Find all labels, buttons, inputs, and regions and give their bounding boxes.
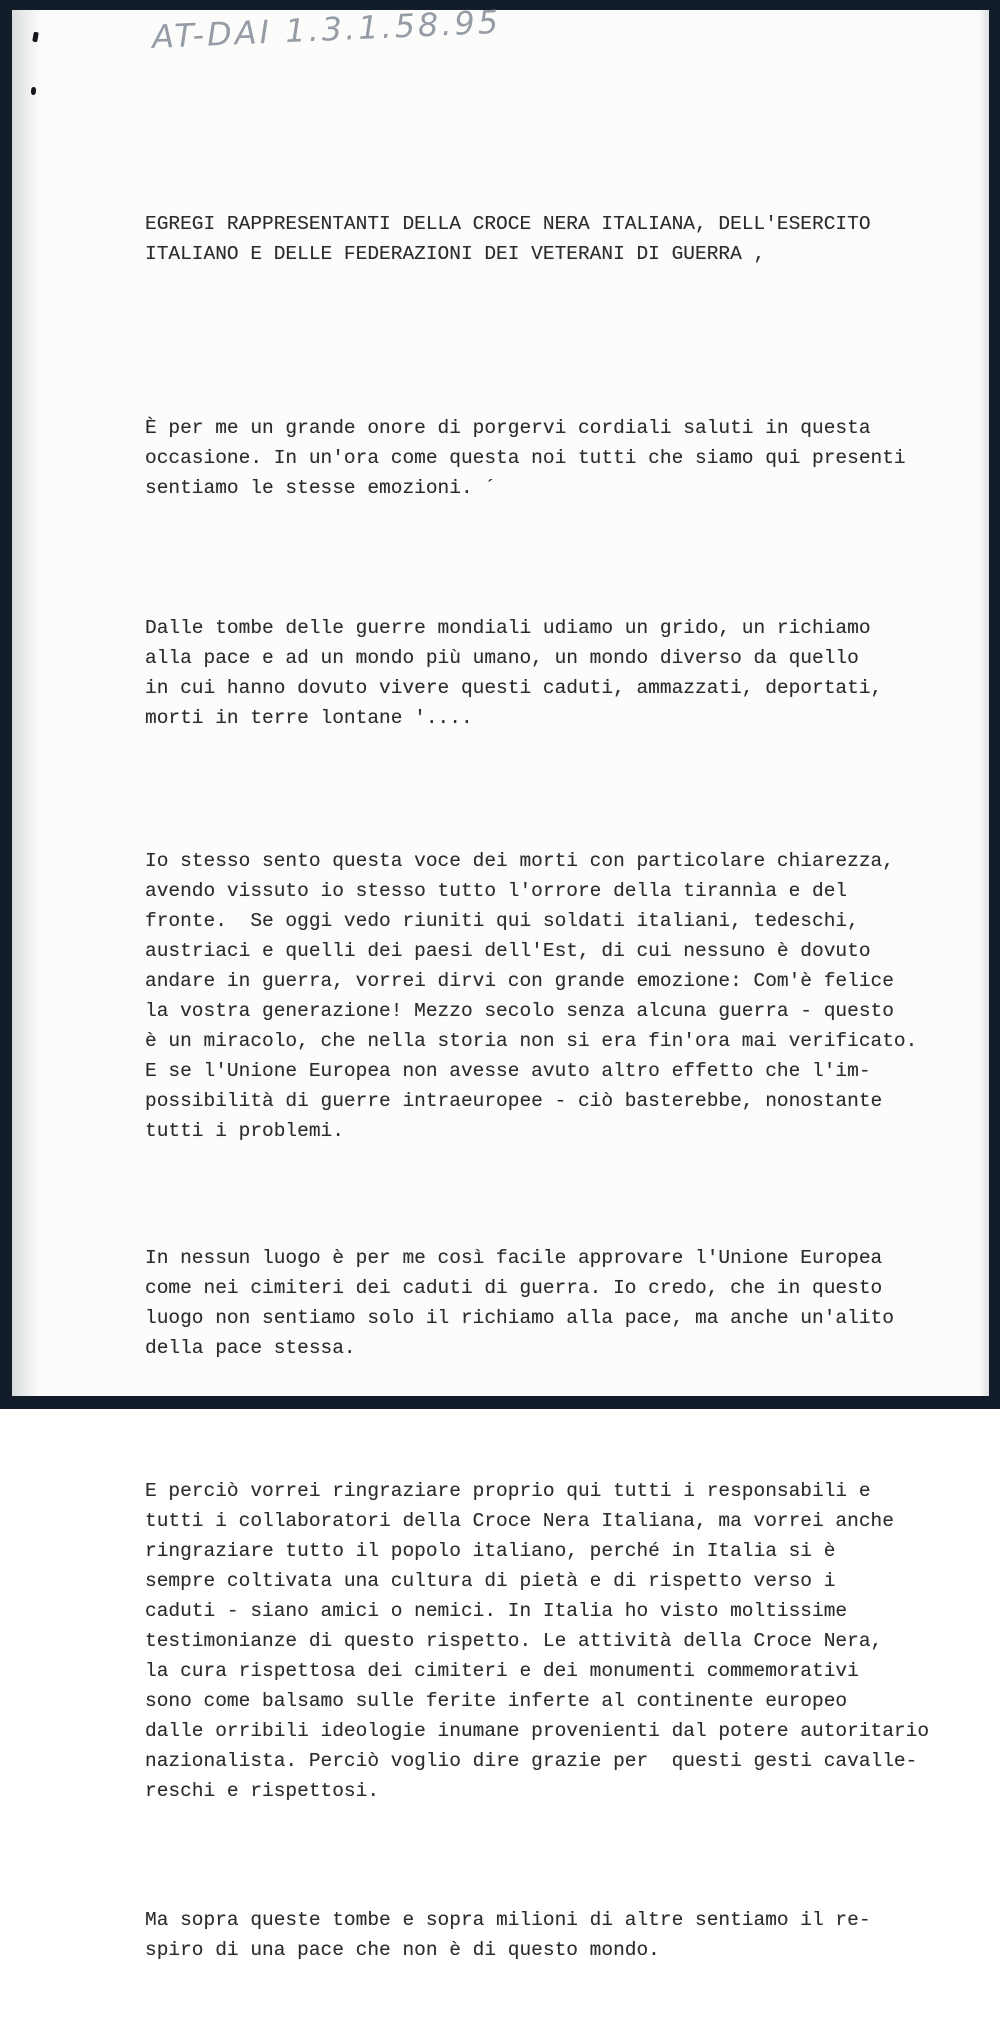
paragraph-european-union: [145, 1243, 965, 1363]
paragraph-voice-of-dead: [145, 846, 965, 1146]
text-line: la cura rispettosa dei cimiteri e dei monumenti commemorativi: [145, 1660, 859, 1682]
text-line: tutti i collaboratori della Croce Nera Italiana, ma vorrei anche: [145, 1510, 894, 1532]
text-line: alla pace e ad un mondo più umano, un mondo diverso da quello: [145, 647, 859, 669]
text-line: andare in guerra, vorrei dirvi con grande emozione: Com'è felice: [145, 970, 894, 992]
text-line: la vostra generazione! Mezzo secolo senza alcuna guerra - questo: [145, 1000, 894, 1022]
text-line: Ma sopra queste tombe e sopra milioni di altre sentiamo il re-: [145, 1909, 871, 1931]
text-line: in cui hanno dovuto vivere questi caduti, ammazzati, deportati,: [145, 677, 883, 699]
text-line: Dalle tombe delle guerre mondiali udiamo un grido, un richiamo: [145, 617, 871, 639]
text-line: austriaci e quelli dei paesi dell'Est, di cui nessuno è dovuto: [145, 940, 871, 962]
text-line: E perciò vorrei ringraziare proprio qui tutti i responsabili e: [145, 1480, 871, 1502]
text-line: reschi e rispettosi.: [145, 1780, 380, 1802]
text-line: testimonianze di questo rispetto. Le attività della Croce Nera,: [145, 1630, 883, 1652]
paragraph-closing-peace: [145, 1905, 965, 1965]
text-line: sono come balsamo sulle ferite inferte al continente europeo: [145, 1690, 848, 1712]
text-line: possibilità di guerre intraeuropee - ciò basterebbe, nonostante: [145, 1090, 883, 1112]
text-line: fronte. Se oggi vedo riuniti qui soldati italiani, tedeschi,: [145, 910, 859, 932]
text-line: spiro di una pace che non è di questo mondo.: [145, 1939, 660, 1961]
text-line: luogo non sentiamo solo il richiamo alla pace, ma anche un'alito: [145, 1307, 894, 1329]
text-line: E se l'Unione Europea non avesse avuto altro effetto che l'im-: [145, 1060, 871, 1082]
text-line: Io stesso sento questa voce dei morti con particolare chiarezza,: [145, 850, 894, 872]
text-line: occasione. In un'ora come questa noi tutti che siamo qui presenti: [145, 447, 906, 469]
document-page: [12, 2, 989, 1961]
text-line: tutti i problemi.: [145, 1120, 344, 1142]
text-line: EGREGI RAPPRESENTANTI DELLA CROCE NERA ITALIANA, DELL'ESERCITO: [145, 213, 871, 235]
text-line: In nessun luogo è per me così facile approvare l'Unione Europea: [145, 1247, 883, 1269]
text-line: come nei cimiteri dei caduti di guerra. Io credo, che in questo: [145, 1277, 883, 1299]
text-line: della pace stessa.: [145, 1337, 356, 1359]
ink-speck: [32, 32, 39, 43]
salutation-heading: [145, 209, 965, 269]
text-line: è un miracolo, che nella storia non si era fin'ora mai verificato.: [145, 1030, 918, 1052]
text-line: ITALIANO E DELLE FEDERAZIONI DEI VETERANI DI GUERRA ,: [145, 243, 766, 265]
typewritten-text: [145, 10, 965, 2025]
text-line: caduti - siano amici o nemici. In Italia ho visto moltissime: [145, 1600, 848, 1622]
text-line: dalle orribili ideologie inumane provenienti dal potere autoritario: [145, 1720, 930, 1742]
text-line: sentiamo le stesse emozioni. ´: [145, 477, 497, 499]
archive-reference-handwritten: AT-DAI 1.3.1.58.95: [151, 2, 502, 56]
paragraph-greeting: [145, 413, 965, 503]
text-line: È per me un grande onore di porgervi cordiali saluti in questa: [145, 417, 871, 439]
text-line: ringraziare tutto il popolo italiano, perché in Italia si è: [145, 1540, 836, 1562]
text-line: sempre coltivata una cultura di pietà e di rispetto verso i: [145, 1570, 836, 1592]
text-line: avendo vissuto io stesso tutto l'orrore della tirannìa e del: [145, 880, 848, 902]
ink-speck: [31, 87, 36, 95]
text-line: nazionalista. Perciò voglio dire grazie per questi gesti cavalle-: [145, 1750, 918, 1772]
paragraph-tombs-cry: [145, 613, 965, 733]
text-line: morti in terre lontane '....: [145, 707, 473, 729]
paragraph-thanks-croce-nera: [145, 1476, 965, 1806]
